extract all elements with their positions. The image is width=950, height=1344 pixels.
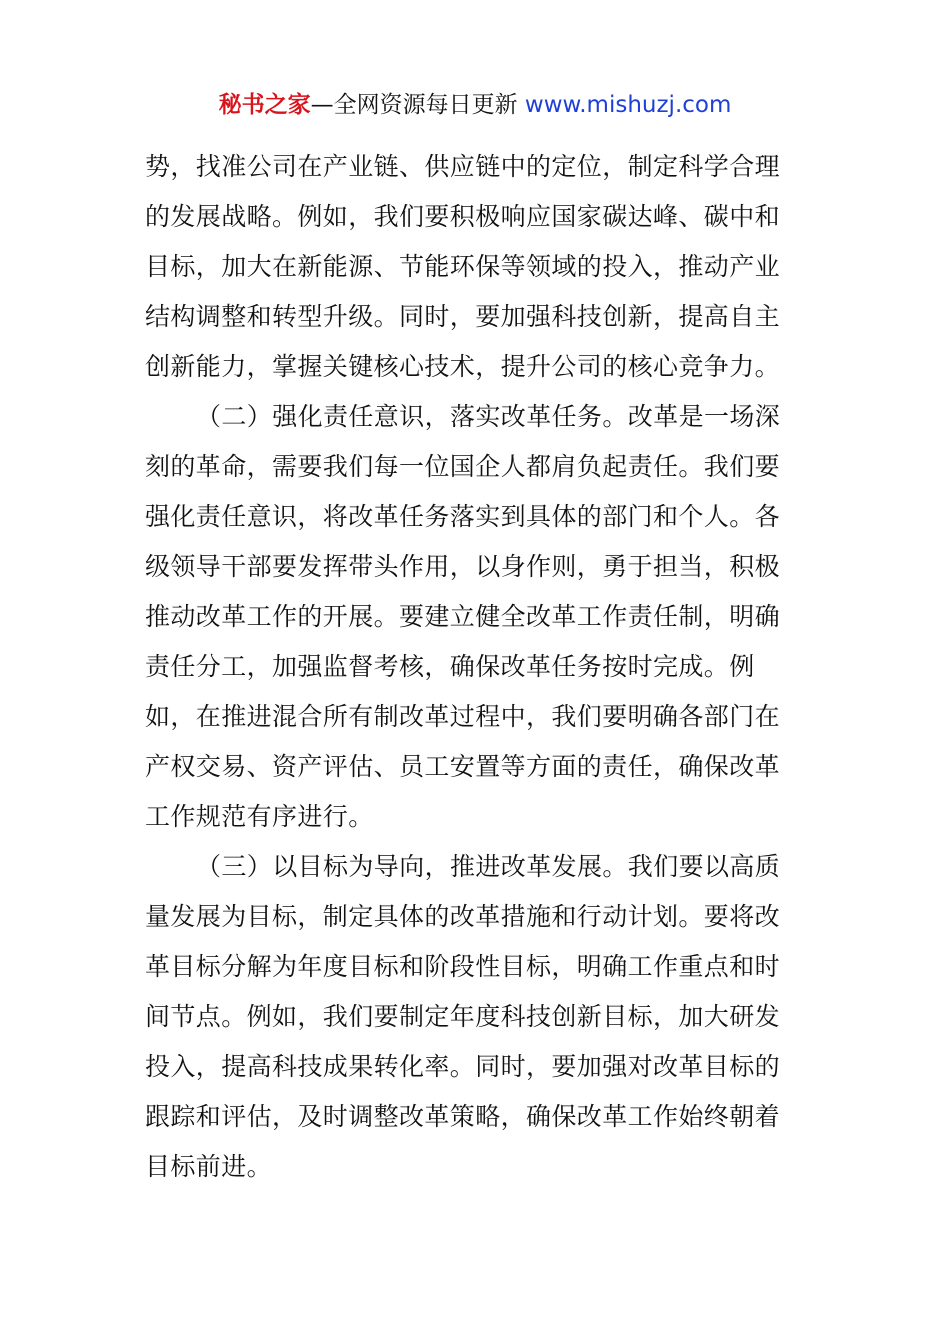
text-line: 级领导干部要发挥带头作用，以身作则，勇于担当，积极 — [145, 552, 781, 581]
document-body — [145, 142, 810, 1192]
text-line: 强化责任意识，将改革任务落实到具体的部门和个人。各 — [145, 502, 781, 531]
text-line: 如，在推进混合所有制改革过程中，我们要明确各部门在 — [145, 702, 781, 731]
text-line: 间节点。例如，我们要制定年度科技创新目标，加大研发 — [145, 1002, 781, 1031]
text-line: 量发展为目标，制定具体的改革措施和行动计划。要将改 — [145, 902, 781, 931]
text-line: 产权交易、资产评估、员工安置等方面的责任，确保改革 — [145, 752, 781, 781]
text-line: 创新能力，掌握关键核心技术，提升公司的核心竞争力。 — [145, 352, 781, 381]
text-line: 责任分工，加强监督考核，确保改革任务按时完成。例 — [145, 652, 755, 681]
text-line: 投入，提高科技成果转化率。同时，要加强对改革目标的 — [145, 1052, 781, 1081]
paragraph-start-line: （三）以目标为导向，推进改革发展。我们要以高质 — [196, 852, 781, 881]
text-line: 推动改革工作的开展。要建立健全改革工作责任制，明确 — [145, 602, 781, 631]
text-line: 目标，加大在新能源、节能环保等领域的投入，推动产业 — [145, 252, 781, 281]
text-line: 势，找准公司在产业链、供应链中的定位，制定科学合理 — [145, 152, 781, 181]
text-line: 目标前进。 — [145, 1152, 273, 1181]
text-line: 刻的革命，需要我们每一位国企人都肩负起责任。我们要 — [145, 452, 781, 481]
paragraph-start-line: （二）强化责任意识，落实改革任务。改革是一场深 — [196, 402, 781, 431]
site-url[interactable]: www.mishuzj.com — [524, 92, 732, 118]
page-header — [0, 90, 950, 120]
text-line: 结构调整和转型升级。同时，要加强科技创新，提高自主 — [145, 302, 781, 331]
text-line: 工作规范有序进行。 — [145, 802, 374, 831]
site-brand: 秘书之家 — [218, 92, 311, 118]
text-line: 革目标分解为年度目标和阶段性目标，明确工作重点和时 — [145, 952, 781, 981]
text-line: 跟踪和评估，及时调整改革策略，确保改革工作始终朝着 — [145, 1102, 781, 1131]
text-line: 的发展战略。例如，我们要积极响应国家碳达峰、碳中和 — [145, 202, 781, 231]
site-tagline: —全网资源每日更新 — [310, 92, 525, 118]
